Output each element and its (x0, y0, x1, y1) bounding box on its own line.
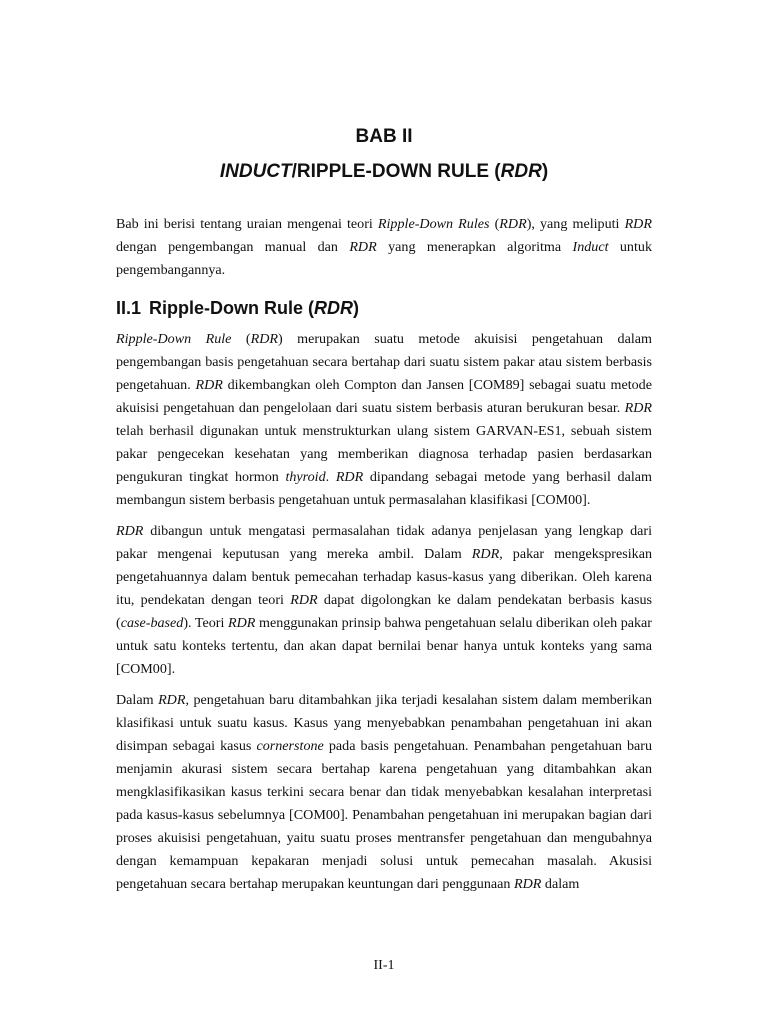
section-number: II.1 (116, 298, 142, 318)
body-paragraph-3: Dalam RDR, pengetahuan baru ditambahkan jika terjadi kesalahan sistem dalam memberikan klasifikasi untuk suatu kasus. Kasus yang menyebabkan penambahan pengetahuan ini akan disimpan sebagai kasus cornerstone pada basis pengetahuan. Penambahan pengetahuan baru menjamin akurasi sistem secara bertahap karena pengetahuan yang ditambahkan akan mengklasifikasikan kasus terkini secara benar dan tidak menyebabkan kesalahan interpretasi pada kasus-kasus sebelumnya [COM00]. Penambahan pengetahuan ini merupakan bagian dari proses akuisisi pengetahuan, yaitu suatu proses mentransfer pengetahuan dan mengubahnya dengan kemampuan kepakaran menjadi solusi untuk pemecahan masalah. Akusisi pengetahuan secara bertahap merupakan keuntungan dari penggunaan RDR dalam (116, 692, 653, 892)
body-paragraph-2: RDR dibangun untuk mengatasi permasalahan tidak adanya penjelasan yang lengkap dari pakar mengenai keputusan yang mereka ambil. Dalam RDR, pakar mengekspresikan pengetahuannya dalam bentuk pemecahan terhadap kasus-kasus yang diberikan. Oleh karena itu, pendekatan dengan teori RDR dapat digolongkan ke dalam pendekatan berbasis kasus (case-based). Teori RDR menggunakan prinsip bahwa pengetahuan selalu diberikan oleh pakar untuk satu konteks tertentu, dan akan dapat bernilai benar hanya untuk konteks yang sama [COM00]. (116, 523, 653, 677)
page-body (116, 213, 652, 904)
chapter-title-text: /RIPPLE-DOWN RULE ( (291, 161, 501, 182)
section-title-abbrev: RDR (314, 298, 354, 318)
page-number: II-1 (373, 958, 395, 973)
chapter-number: BAB II (355, 126, 413, 147)
section-heading (116, 296, 652, 320)
chapter-title-close: ) (541, 161, 549, 182)
section-title-close: ) (353, 298, 360, 318)
body-paragraph-1: Ripple-Down Rule (RDR) merupakan suatu metode akuisisi pengetahuan dalam pengembangan basis pengetahuan secara bertahap dari suatu sistem pakar atau sistem berbasis pengetahuan. RDR dikembangkan oleh Compton dan Jansen [COM89] sebagai suatu metode akuisisi pengetahuan dan pengelolaan dari suatu sistem berbasis aturan berukuran besar. RDR telah berhasil digunakan untuk menstrukturkan ulang sistem GARVAN-ES1, sebuah sistem pakar pengecekan kesehatan yang memberikan diagnosa terhadap pasien berdasarkan pengukuran tingkat hormon thyroid. RDR dipandang sebagai metode yang berhasil dalam membangun sistem berbasis pengetahuan untuk permasalahan klasifikasi [COM00]. (116, 331, 652, 508)
intro-paragraph: Bab ini berisi tentang uraian mengenai teori Ripple-Down Rules (RDR), yang meliputi RDR dengan pengembangan manual dan RDR yang menerapkan algoritma Induct untuk pengembangannya. (116, 216, 652, 278)
chapter-title-abbrev: RDR (500, 161, 542, 182)
chapter-title (0, 161, 768, 183)
chapter-title-italic: INDUCT (219, 161, 292, 182)
section-title: Ripple-Down Rule ( (149, 298, 315, 318)
